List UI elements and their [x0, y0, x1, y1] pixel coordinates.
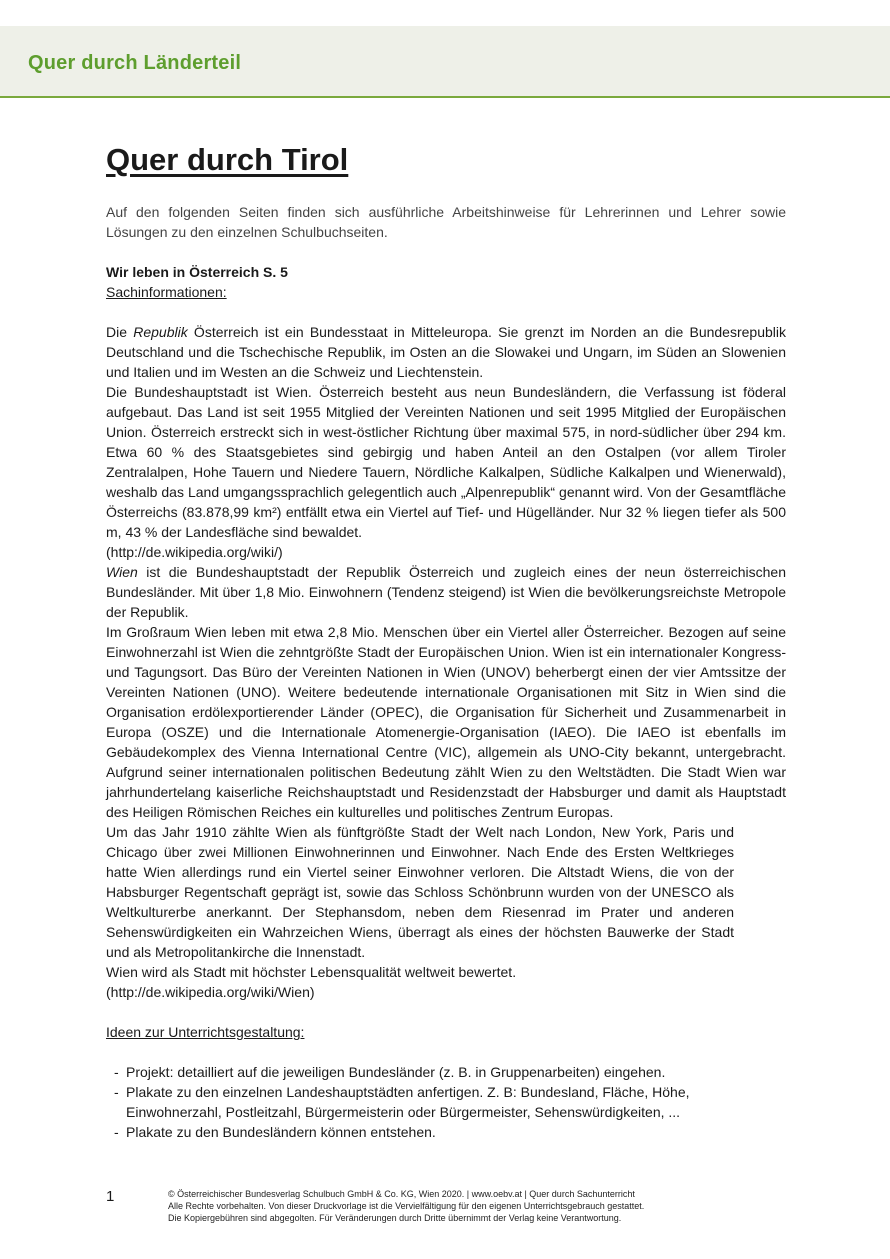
header-title: Quer durch Länderteil: [28, 52, 242, 74]
page-title: Quer durch Tirol: [106, 142, 349, 177]
footer-copyright: [168, 1188, 808, 1224]
paragraph-wien-text: ist die Bundeshauptstadt der Republik Österreich und zugleich eines der neun österreichischen Bundesländer. Mit über 1,8 Mio. Einwohnern (Tendenz steigend) ist Wien die bevölkerungsreichste Metropole der Republik.: [106, 564, 786, 620]
paragraph-bundeshauptstadt: Die Bundeshauptstadt ist Wien. Österreich besteht aus neun Bundesländern, die Verfassung ist föderal aufgebaut. Das Land ist seit 1955 Mitglied der Vereinten Nationen und seit 1995 Mitglied der Europäischen Union. Österreich erstreckt sich in west-östlicher Richtung über maximal 575, in nord-südlicher über 294 km. Etwa 60 % des Staatsgebietes sind gebirgig und haben Anteil an den Ostalpen (vor allem Tiroler Zentralalpen, Hohe Tauern und Niedere Tauern, Nördliche Kalkalpen, Südliche Kalkalpen und Wienerwald), weshalb das Land umgangssprachlich gelegentlich auch „Alpenrepublik“ genannt wird. Von der Gesamtfläche Österreichs (83.878,99 km²) entfällt etwa ein Viertel auf Tief- und Hügelländer. Nur 32 % liegen tiefer als 500 m, 43 % der Landesfläche sind bewaldet.: [106, 384, 786, 540]
paragraph-grossraum: Im Großraum Wien leben mit etwa 2,8 Mio. Menschen über ein Viertel aller Österreicher. Bezogen auf seine Einwohnerzahl ist Wien die zehntgrößte Stadt der Europäischen Union. Wien ist ein internationaler Kongress- und Tagungsort. Das Büro der Vereinten Nationen in Wien (UNOV) beherbergt einen der vier Amtssitze der Vereinten Nationen (UNO). Weitere bedeutende internationale Organisationen mit Sitz in Wien sind die Organisation erdölexportierender Länder (OPEC), die Organisation für Sicherheit und Zusammenarbeit in Europa (OSZE) und die Internationale Atomenergie-Organisation (IAEO). Die IAEO ist ebenfalls im Gebäudekomplex des Vienna International Centre (VIC), allgemein als UNO-City bekannt, untergebracht. Aufgrund seiner internationalen politischen Bedeutung zählt Wien zu den Weltstädten. Die Stadt Wien war jahrhundertelang kaiserliche Reichshauptstadt und Residenzstadt der Habsburger und damit als Hauptstadt des Heiligen Römischen Reiches ein kulturelles und politisches Zentrum Europas.: [106, 624, 786, 820]
source-link-1: (http://de.wikipedia.org/wiki/): [106, 544, 283, 560]
paragraph-republik: [106, 322, 786, 382]
list-item: - Projekt: detailliert auf die jeweiligen Bundesländer (z. B. in Gruppenarbeiten) eingehen.: [114, 1062, 786, 1082]
source-link-2: (http://de.wikipedia.org/wiki/Wien): [106, 984, 315, 1000]
footer-line-2: Alle Rechte vorbehalten. Von dieser Druckvorlage ist die Vervielfältigung für den eigenen Unterrichtsgebrauch gestattet.: [168, 1201, 645, 1211]
footer-line-1: © Österreichischer Bundesverlag Schulbuch GmbH & Co. KG, Wien 2020. | www.oebv.at | Quer durch Sachunterricht: [168, 1189, 635, 1199]
list-item: - Plakate zu den einzelnen Landeshauptstädten anfertigen. Z. B: Bundesland, Fläche, Höhe, Einwohnerzahl, Postleitzahl, Bürgermeisterin oder Bürgermeister, Sehenswürdigkeiten, ...: [114, 1082, 726, 1122]
ideas-title: Ideen zur Unterrichtsgestaltung:: [106, 1024, 305, 1040]
paragraph-1910: Um das Jahr 1910 zählte Wien als fünftgrößte Stadt der Welt nach London, New York, Paris und Chicago über zwei Millionen Einwohnerinnen und Einwohner. Nach Ende des Ersten Weltkrieges hatte Wien allerdings rund ein Viertel seiner Einwohner verloren. Die Altstadt Wiens, die von der Habsburger Regentschaft geprägt ist, sowie das Schloss Schönbrunn wurden von der UNESCO als Weltkulturerbe anerkannt. Der Stephansdom, neben dem Riesenrad im Prater und anderen Sehenswürdigkeiten ein Wahrzeichen Wiens, überragt als eines der höchsten Bauwerke der Stadt und als Metropolitankirche die Innenstadt.: [106, 824, 734, 960]
list-item: - Plakate zu den Bundesländern können entstehen.: [114, 1122, 786, 1142]
section-subtitle: Sachinformationen:: [106, 284, 227, 300]
intro-text: Auf den folgenden Seiten finden sich ausführliche Arbeitshinweise für Lehrerinnen und Lehrer sowie Lösungen zu den einzelnen Schulbuchseiten.: [106, 204, 786, 240]
paragraph-lebensqualitaet: Wien wird als Stadt mit höchster Lebensqualität weltweit bewertet.: [106, 964, 517, 980]
page-number: 1: [106, 1188, 115, 1205]
page-content: [106, 140, 786, 1142]
paragraph-wien: [106, 562, 786, 622]
section-title: Wir leben in Österreich S. 5: [106, 264, 288, 280]
paragraph-republik-text: Österreich ist ein Bundesstaat in Mitteleuropa. Sie grenzt im Norden an die Bundesrepublik Deutschland und die Tschechische Republik, im Osten an die Slowakei und Ungarn, im Süden an Slowenien und Italien und im Westen an die Schweiz und Liechtenstein.: [106, 324, 786, 380]
paragraph-republik-prefix: Die: [106, 324, 134, 340]
footer-line-3: Die Kopiergebühren sind abgegolten. Für Veränderungen durch Dritte übernimmt der Verlag keine Verantwortung.: [168, 1213, 622, 1223]
paragraph-republik-italic: Republik: [133, 324, 188, 340]
ideas-list: [106, 1062, 786, 1142]
paragraph-wien-italic: Wien: [106, 564, 138, 580]
header-band: [0, 26, 890, 98]
